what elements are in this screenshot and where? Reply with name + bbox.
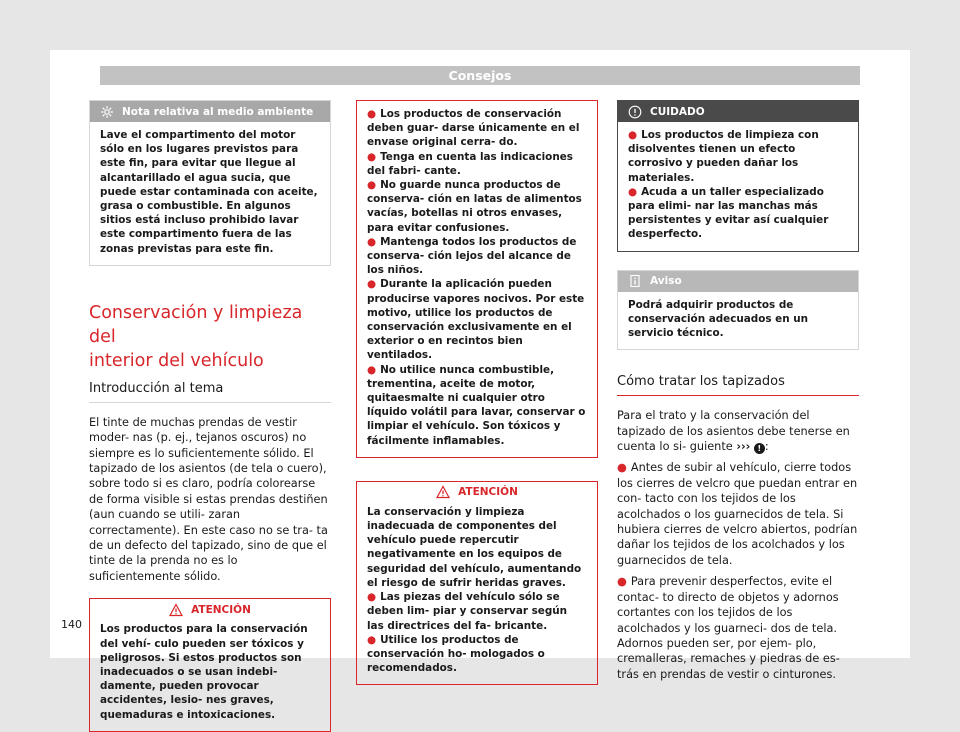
chapter-header: Consejos [100,66,860,85]
precaution-item: ● No guarde nunca productos de conserva- ción en latas de alimentos vacías, botellas ni otros envases, para evitar confusiones. [367,179,582,234]
caution-item: ● Los productos de limpieza con disolventes tienen un efecto corrosivo y pueden dañar los materiales. [628,129,819,184]
bullet-icon: ● [367,179,377,192]
precautions-box [356,100,598,458]
subsection-title: Introducción al tema [89,380,224,396]
notice-body [618,292,858,350]
warning-body-2 [357,503,597,684]
tapizados-intro: Para el trato y la conservación del tapizado de los asientos debe tenerse en cuenta lo si- guiente ››› ! : [617,409,850,454]
bullet-icon: ● [367,108,377,120]
environment-icon [100,105,114,119]
warning-header-2 [357,482,597,503]
bullet-icon: ● [617,461,627,475]
tapizados-item: ● Para prevenir desperfectos, evite el contac- to directo de objetos y adornos cortantes con los tejidos de los acolchados y los guarneci- dos de tela. Adornos pueden ser, por ejem- plo, cremalleras, remaches y piedras de es- trás en prendas de vestir o cinturones. [617,575,840,681]
precaution-item: ● Durante la aplicación pueden producirse vapores nocivos. Por este motivo, utilice los productos de conservación exclusivamente en el exterior o en recintos bien ventilados. [367,278,585,362]
warning-body-1 [90,620,330,730]
bullet-icon: ● [367,363,377,376]
caution-title: CUIDADO [650,105,705,118]
page-number: 140 [61,618,82,631]
environment-note-header [90,101,330,122]
warning-text-1: Los productos para la conservación del vehí- culo pueden ser tóxicos y peligrosos. Si estos productos son inadecuados o se usan indebi- damente, pueden provocar accidentes, lesio- nes graves, quemaduras e intoxicaciones. [100,623,308,721]
environment-note-body [90,122,330,265]
environment-note-title: Nota relativa al medio ambiente [122,105,314,118]
subsection-title-tapizados: Cómo tratar los tapizados [617,374,785,390]
bullet-icon: ● [367,633,377,646]
warning-triangle-icon [436,485,450,499]
bullet-icon: ● [628,129,638,141]
caution-body [618,122,858,251]
bullet-icon: ● [367,235,377,248]
bullet-icon: ● [367,591,377,604]
warning-reference-icon[interactable]: ! [754,443,765,454]
notice-header [618,271,858,292]
warning-title-1: ATENCIÓN [191,603,251,616]
notice-box [617,270,859,351]
warning-box-2 [356,481,598,685]
caution-box [617,100,859,252]
bullet-icon: ● [628,185,638,198]
precaution-item: ● Tenga en cuenta las indicaciones del fabri- cante. [367,150,573,177]
section-title-line-2: interior del vehículo [89,350,264,371]
notice-title: Aviso [650,275,682,288]
bullet-icon: ● [617,575,627,589]
notice-text: Podrá adquirir productos de conservación adecuados en un servicio técnico. [628,298,809,340]
warning-box-1 [89,598,331,731]
cross-reference-arrows[interactable]: ››› [736,440,751,454]
section-title-line-1: Conservación y limpieza del [89,302,303,347]
environment-note-box [89,100,331,266]
warning-header-1 [90,599,330,620]
bullet-icon: ● [367,150,377,163]
caution-header [618,101,858,122]
warning-item: ● Las piezas del vehículo sólo se deben lim- piar y conservar según las directrices del fa- bricante. [367,591,568,632]
bullet-icon: ● [367,278,377,291]
precaution-item: ● Los productos de conservación deben guar- darse únicamente en el envase original cerra- do. [367,108,580,149]
column-3 [617,100,859,682]
section-title [89,301,331,373]
column-1 [89,100,331,732]
info-circle-icon [628,105,642,119]
precautions-body [357,101,597,457]
precaution-item: ● Mantenga todos los productos de conserva- ción lejos del alcance de los niños. [367,235,577,277]
environment-note-text: Lave el compartimento del motor sólo en los lugares previstos para este fin, para evitar que llegue al alcantarillado el agua sucia, que puede estar contaminada con aceite, grasa o combustible. En algunos sitios está incluso prohibido lavar este compartimento fuera de las zonas previstas para este fin. [100,129,318,255]
column-2 [356,100,598,685]
warning-triangle-icon [169,603,183,617]
intro-paragraph: El tinte de muchas prendas de vestir moder- nas (p. ej., tejanos oscuros) no siempre es lo suficientemente sólido. El tapizado de los asientos (de tela o cuero), sobre todo si es claro, podría colorearse de forma visible si estas prendas destiñen (aun cuando se utili- zaran correctamente). En este caso no se tra- ta de un defecto del tapizado, sino de que el tinte de la prenda no es lo suficientemente sólido. [89,415,328,583]
warning-title-2: ATENCIÓN [458,486,518,499]
precaution-item: ● No utilice nunca combustible, trementina, aceite de motor, quitaesmalte ni cualquier otro líquido volátil para lavar, conservar o limpiar el vehículo. Son tóxicos y fácilmente inflamables. [367,363,586,447]
warning-item: ● Utilice los productos de conservación ho- mologados o recomendados. [367,633,545,675]
tapizados-item: ● Antes de subir al vehículo, cierre todos los cierres de velcro que puedan entrar en con- tacto con los tejidos de los acolchados o los guarnecidos de tela. Si hubiera cierres de velcro abiertos, podrían dañar los tejidos de los acolchados y los guarnecidos de tela. [617,461,858,567]
caution-item: ● Acuda a un taller especializado para elimi- nar las manchas más persistentes y evitar así cualquier desperfecto. [628,185,829,241]
warning-text-2: La conservación y limpieza inadecuada de componentes del vehículo puede repercutir negativamente en los equipos de seguridad del vehículo, aumentando el riesgo de sufrir heridas graves. [367,505,582,589]
info-icon [628,274,642,288]
